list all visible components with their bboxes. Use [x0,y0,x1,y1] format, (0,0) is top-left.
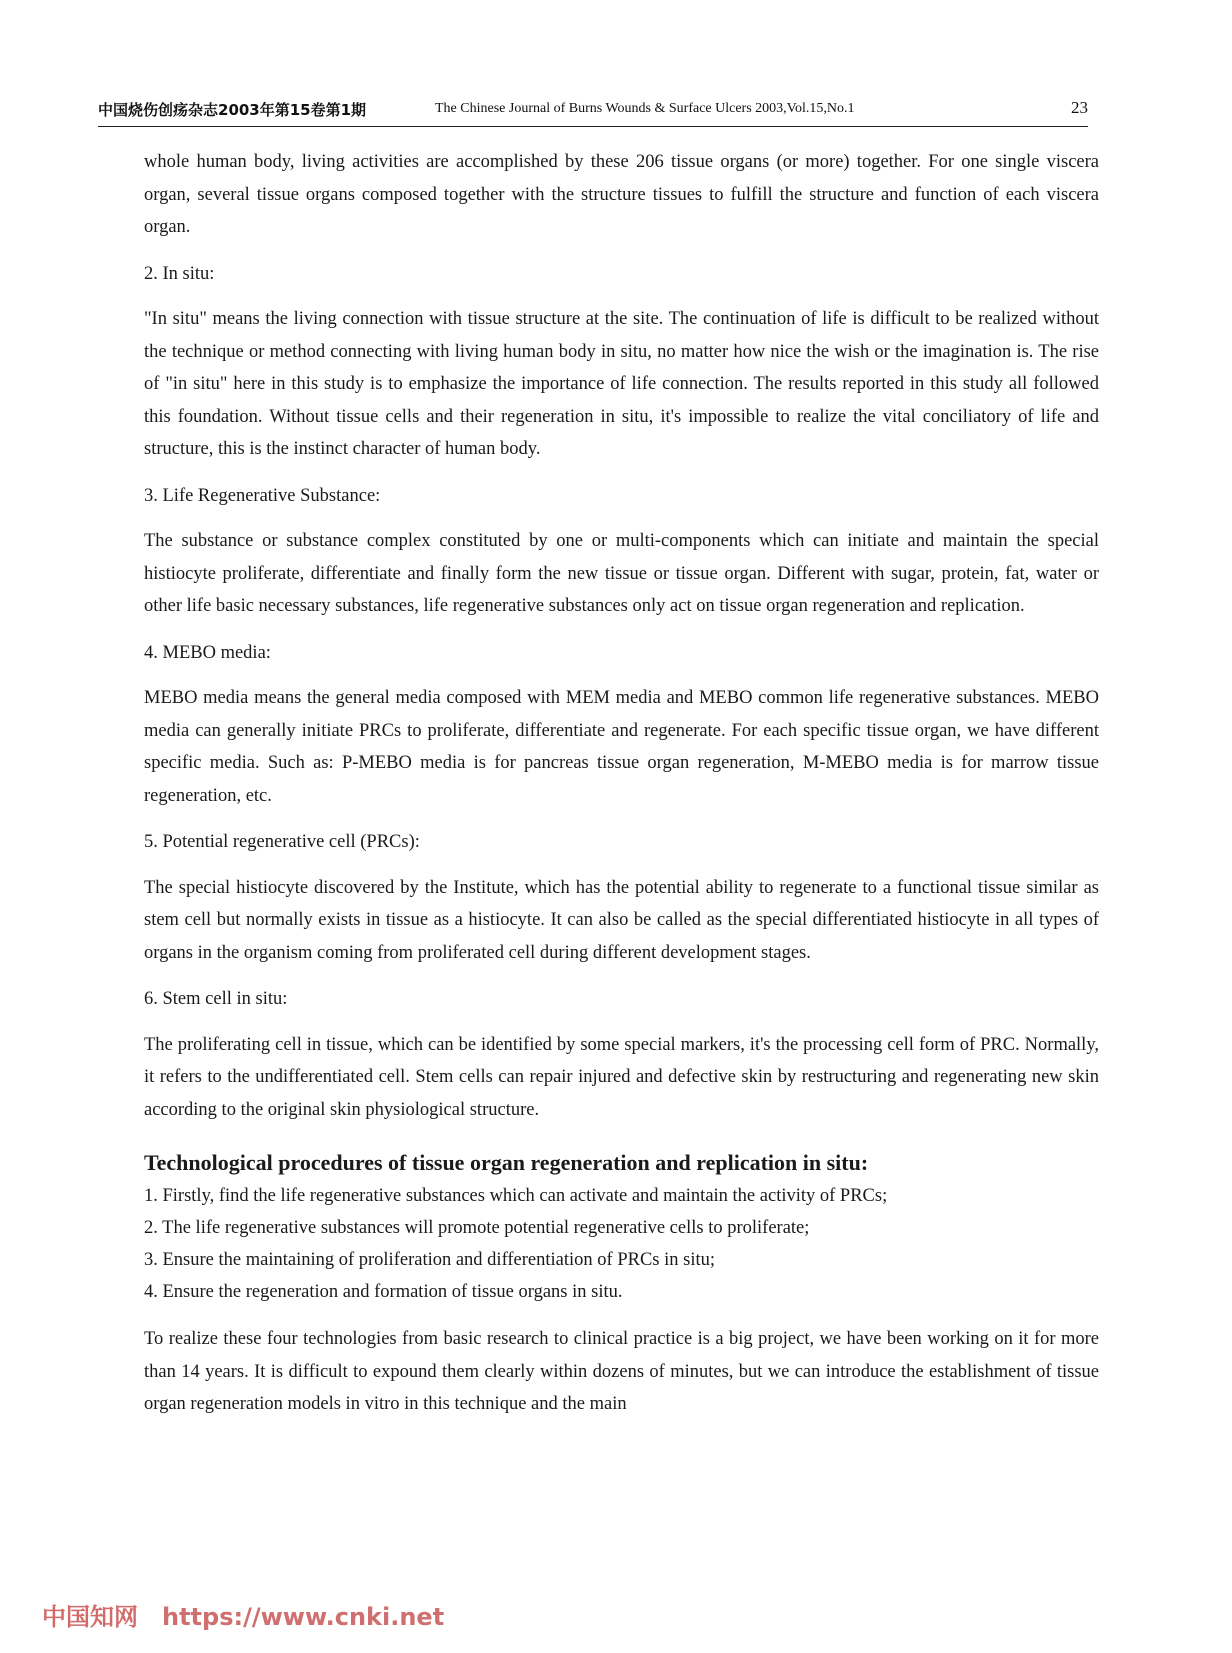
paragraph-life-regenerative-substance: The substance or substance complex constituted by one or multi-components which can initiate and maintain the special histiocyte proliferate, differentiate and finally form the new tissue or tissue organ. Different with sugar, protein, fat, water or other life basic necessary substances, life regenerative substances only act on tissue organ regeneration and replication. [144,531,1099,616]
paragraph-continued: whole human body, living activities are accomplished by these 206 tissue organs (or more) together. For one single viscera organ, several tissue organs composed together with the structure tissues to fulfill the structure and function of each viscera organ. [144,152,1099,237]
definition-heading-mebo-media: 4. MEBO media: [144,642,271,663]
definition-heading-life-regenerative-substance: 3. Life Regenerative Substance: [144,485,381,506]
journal-title-english: The Chinese Journal of Burns Wounds & Surface Ulcers 2003,Vol.15,No.1 [435,101,855,116]
paragraph-in-situ: "In situ" means the living connection with tissue structure at the site. The continuation of life is difficult to be realized without the technique or method connecting with living human body in situ, no matter how nice the wish or the imagination is. The rise of "in situ" here in this study is to emphasize the importance of life connection. The results reported in this study all followed this foundation. Without tissue cells and their regeneration in situ, it's impossible to realize the vital conciliatory of life and structure, this is the instinct character of human body. [144,309,1099,459]
list-item: 1. Firstly, find the life regenerative substances which can activate and maintain the activity of PRCs; [144,1186,888,1206]
cnki-logo: 中国知网 [42,1603,138,1631]
watermark [42,1597,445,1631]
paragraph-closing: To realize these four technologies from basic research to clinical practice is a big project, we have been working on it for more than 14 years. It is difficult to expound them clearly within dozens of minutes, but we can introduce the establishment of tissue organ regeneration models in vitro in this technique and the main [144,1329,1099,1414]
definition-heading-in-situ: 2. In situ: [144,263,215,284]
cnki-url: https://www.cnki.net [162,1603,445,1631]
paragraph-mebo-media: MEBO media means the general media composed with MEM media and MEBO common life regenerative substances. MEBO media can generally initiate PRCs to proliferate, differentiate and regenerate. For each specific tissue organ, we have different specific media. Such as: P-MEBO media is for pancreas tissue organ regeneration, M-MEBO media is for marrow tissue regeneration, etc. [144,688,1099,806]
article-body [144,146,1099,1421]
running-header [98,92,1088,127]
section-heading: Technological procedures of tissue organ regeneration and replication in situ: [144,1150,869,1175]
page-number: 23 [1071,98,1088,117]
definition-heading-prcs: 5. Potential regenerative cell (PRCs): [144,832,420,852]
list-item: 4. Ensure the regeneration and formation of tissue organs in situ. [144,1282,623,1302]
definition-heading-stem-cell: 6. Stem cell in situ: [144,989,288,1009]
procedure-list [144,1180,1099,1308]
paragraph-prcs: The special histiocyte discovered by the Institute, which has the potential ability to regenerate to a functional tissue similar as stem cell but normally exists in tissue as a histiocyte. It can also be called as the special differentiated histiocyte in all types of organs in the organism coming from proliferated cell during different development stages. [144,877,1099,963]
paragraph-stem-cell: The proliferating cell in tissue, which can be identified by some special markers, it's the processing cell form of PRC. Normally, it refers to the undifferentiated cell. Stem cells can repair injured and defective skin by restructuring and regenerating new skin according to the original skin physiological structure. [144,1034,1099,1120]
journal-title-chinese: 中国烧伤创疡杂志2003年第15卷第1期 [98,101,367,119]
list-item: 3. Ensure the maintaining of proliferation and differentiation of PRCs in situ; [144,1250,715,1270]
list-item: 2. The life regenerative substances will promote potential regenerative cells to proliferate; [144,1218,810,1238]
